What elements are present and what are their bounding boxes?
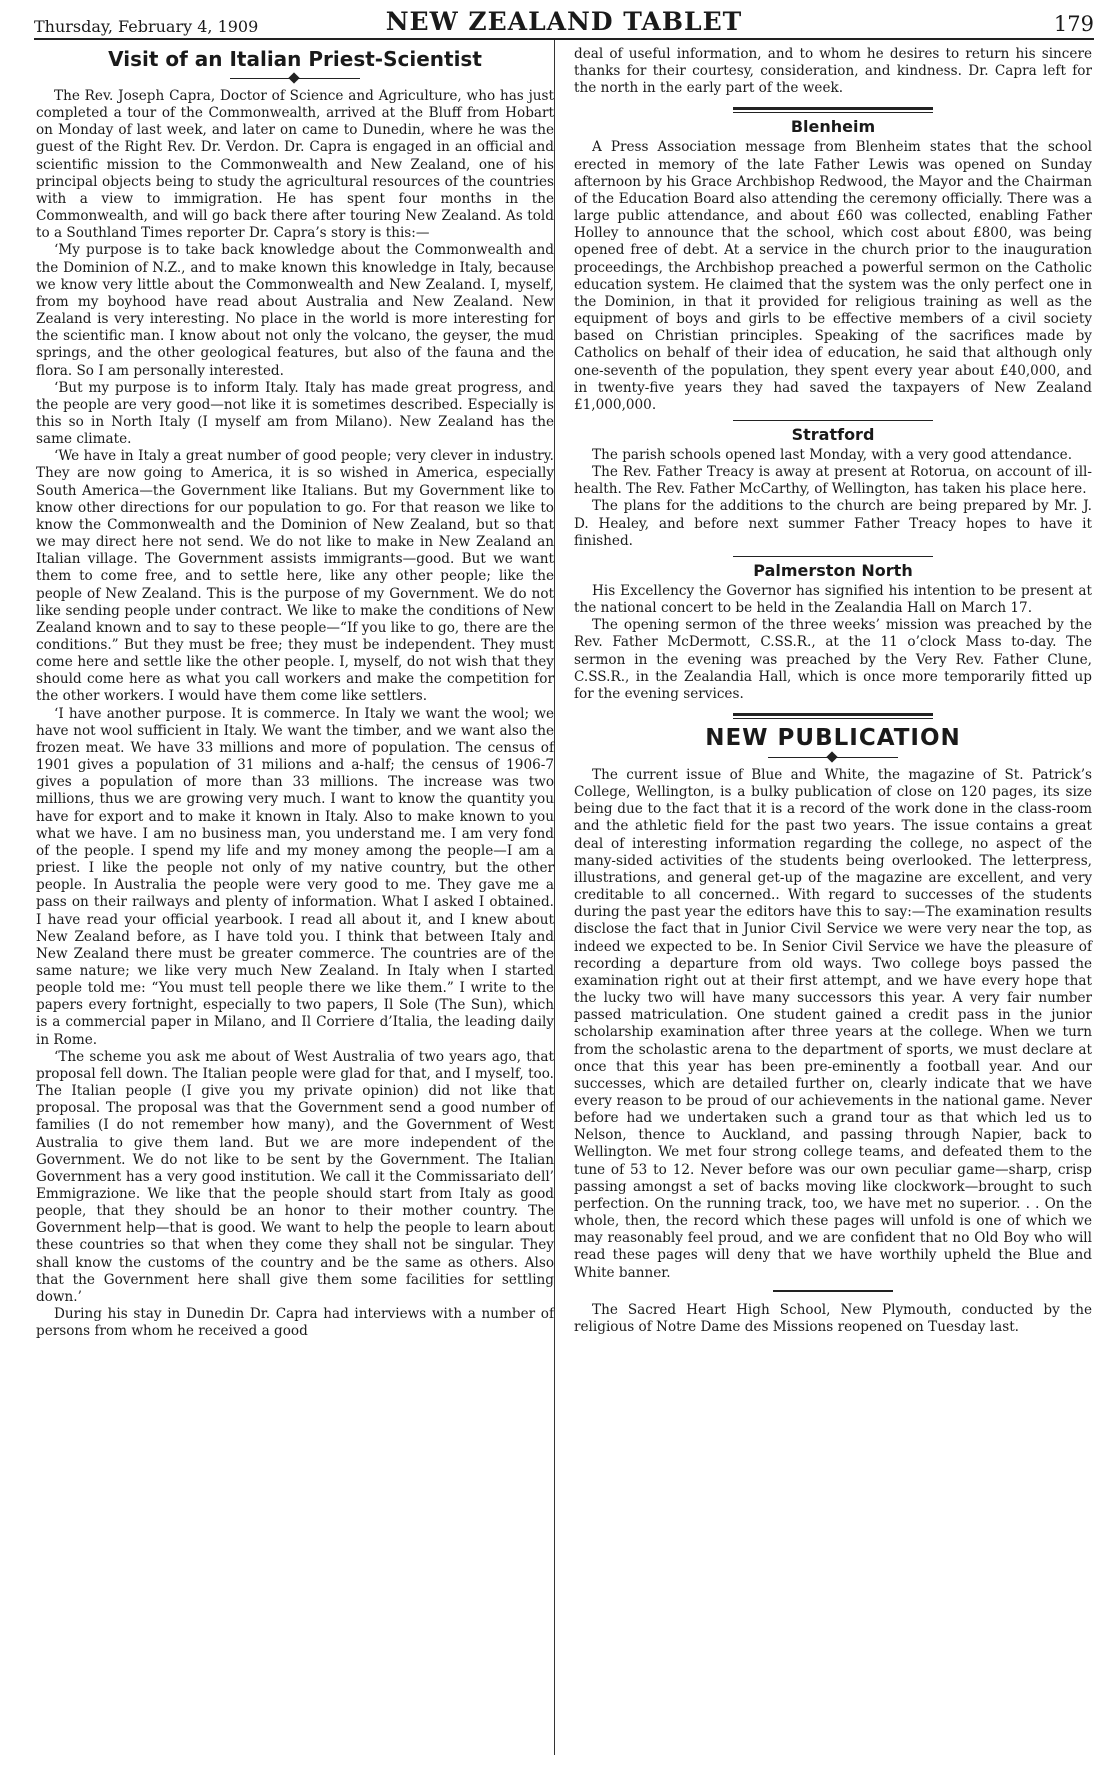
masthead-rule bbox=[34, 38, 1094, 40]
section-rule bbox=[733, 556, 933, 557]
article-paragraph: The plans for the additions to the church are being prepared by Mr. J. D. Healey, and before next summer Father Treacy hopes to have it finished. bbox=[574, 498, 1092, 549]
article-paragraph: The Rev. Joseph Capra, Doctor of Science and Agriculture, who has just completed a tour of the Commonwealth, arrived at the Bluff from Hobart on Monday of last week, and later on came to Dunedin, where he was the guest of the Right Rev. Dr. Verdon. Dr. Capra is engaged in an official and scientific mission to the Commonwealth and New Zealand, one of his principal objects being to study the agricultural resources of the countries with a view to immigration. He has spent four months in the Commonwealth, and will go back there after touring New Zealand. As told to a Southland Times reporter Dr. Capra’s story is this:— bbox=[36, 88, 554, 242]
article-paragraph: ‘But my purpose is to inform Italy. Italy has made great progress, and the people are very good—not like it is sometimes described. Especially is this so in North Italy (I myself am from Milano). New Zealand has the same climate. bbox=[36, 379, 554, 448]
article-paragraph: ‘We have in Italy a great number of good people; very clever in industry. They are now going to America, it is so wished in America, especially South America—the Government like Italians. But my Government like to know other directions for our population to go. For that reason we like to know the Commonwealth and the Dominion of New Zealand, but so that we may direct here not send. We do not like to make in New Zealand an Italian village. The Government assists immigrants—good. But we want them to come free, and to settle here, like any other people; like the people of New Zealand. This is the purpose of my Government. We do not like sending people under contract. We like to make the conditions of New Zealand known and to say to these people—“If you like to go, there are the conditions.” But they must be free; they must be independent. They must come here and settle like the other people. I, myself, do not wish that they should come here as what you call workers and make the competition for the other workers. I would have them come like settlers. bbox=[36, 448, 554, 705]
article-heading-visit: Visit of an Italian Priest-Scientist bbox=[108, 47, 482, 71]
left-column bbox=[36, 46, 554, 1340]
ornament-rule bbox=[768, 753, 898, 763]
article-paragraph: ‘My purpose is to take back knowledge about the Commonwealth and the Dominion of N.Z., and to make known this knowledge in Italy, because we know very little about the Commonwealth and New Zealand. I, myself, from my boyhood have read about Australia and New Zealand. New Zealand is very interesting. No place in the world is more interesting for the scientific man. I know about not only the volcano, the geyser, the mud springs, and the other geological features, but also of the fauna and the flora. So I am personally interested. bbox=[36, 242, 554, 379]
article-paragraph: The Sacred Heart High School, New Plymouth, conducted by the religious of Notre Dame des Missions reopened on Tuesday last. bbox=[574, 1301, 1092, 1335]
section-heading-palmerston-north: Palmerston North bbox=[753, 560, 913, 580]
article-paragraph: The parish schools opened last Monday, with a very good attendance. bbox=[592, 446, 1073, 463]
issue-date: Thursday, February 4, 1909 bbox=[34, 17, 259, 36]
article-paragraph: ‘I have another purpose. It is commerce. In Italy we want the wool; we have not wool sufficient in Italy. We want the timber, and we want also the frozen meat. We have 33 millions and more of population. The census of 1901 gives a population of 31 milions and a-half; the census of 1906-7 gives a population of more than 33 millions. The increase was two millions, thus we are growing very much. I want to know the quantity you have for export and to make it known in Italy. Also to make known to you what we have. I am no business man, you understand me. I am very fond of the people. I spend my life and my money among the people—I am a priest. I like the people not only of my native country, but the other people. In Australia the people were very good to me. They gave me a pass on their railways and plenty of information. What I asked I obtained. I have read your official yearbook. I read all about it, and I knew about New Zealand before, as I have told you. I think that between Italy and New Zealand there must be greater commerce. The countries are of the same nature; we like very much New Zealand. In Italy when I started people told me: “You must tell people there we like them.” I write to the papers every fortnight, especially to two papers, Il Sole (The Sun), which is a commercial paper in Milano, and Il Corriere d’Italia, the leading daily in Rome. bbox=[36, 705, 554, 1048]
ornament-rule bbox=[230, 74, 360, 84]
article-paragraph: ‘The scheme you ask me about of West Australia of two years ago, that proposal fell down. The Italian people were glad for that, and I myself, too. The Italian people (I give you my private opinion) did not like that proposal. The proposal was that the Government send a good number of families (I do not remember how many), and the Government of West Australia to give them land. But we are more independent of the Government. We do not like to be sent by the Government. The Italian Government has a very good institution. We call it the Commissariato dell’ Emmigrazione. We like that the people should start from Italy as good people, that they should be an honor to their mother country. The Government help—that is good. We want to help the people to learn about these countries so that when they come they shall not be singular. They shall know the customs of the country and be the same as others. Also that the Government here shall give them some facilities for settling down.’ bbox=[36, 1048, 554, 1305]
section-rule bbox=[733, 107, 933, 113]
section-rule bbox=[733, 420, 933, 421]
section-heading-new-publication: NEW PUBLICATION bbox=[705, 725, 961, 751]
masthead bbox=[34, 6, 1094, 36]
page-number: 179 bbox=[1053, 12, 1094, 36]
column-divider bbox=[554, 40, 555, 1755]
section-heading-blenheim: Blenheim bbox=[790, 117, 876, 137]
article-paragraph: His Excellency the Governor has signified his intention to be present at the national concert to be held in the Zealandia Hall on March 17. bbox=[574, 582, 1092, 617]
article-paragraph: During his stay in Dunedin Dr. Capra had interviews with a number of persons from whom he received a good bbox=[36, 1306, 554, 1340]
section-heading-stratford: Stratford bbox=[791, 424, 875, 444]
article-paragraph: The current issue of Blue and White, the magazine of St. Patrick’s College, Wellington, is a bulky publication of close on 120 pages, its size being due to the fact that it is a record of the work done in the class-room and the athletic field for the past two years. The issue contains a great deal of interesting information regarding the college, no aspect of the many-sided activities of the students being overlooked. The letterpress, illustrations, and general get-up of the magazine are excellent, and very creditable to all concerned.. With regard to successes of the students during the past year the editors have this to say:—The examination results disclose the fact that in Junior Civil Service we were very near the top, as indeed we expected to be. In Senior Civil Service we have the pleasure of recording a departure from old ways. Two college boys passed the examination right out at their first attempt, and we have every hope that the lucky two will have many successors this year. A very fair number passed matriculation. One student gained a credit pass in the junior scholarship examination after three years at the college. When we turn from the scholastic arena to the department of sports, we must declare at once that this year has been pre-eminently a football year. And our successes, which are detailed further on, clearly indicate that we have every reason to be proud of our achievements in the national game. Never before had we undertaken such a grand tour as that which led us to Nelson, thence to Auckland, and passing through Napier, back to Wellington. We met four strong college teams, and defeated them to the tune of 53 to 12. Never before was our own peculiar game—sharp, crisp passing amongst a set of backs moving like clockwork—brought to such perfection. On the running track, too, we have met no superior. . . On the whole, then, the record which these pages will unfold is one of which we may reasonably feel proud, and we are confident that no Old Boy who will read these pages will deny that we have worthily upheld the Blue and White banner. bbox=[574, 767, 1092, 1281]
article-paragraph: The opening sermon of the three weeks’ mission was preached by the Rev. Father McDermott, C.SS.R., at the 11 o’clock Mass to-day. The sermon in the evening was preached by the Very Rev. Father Clune, C.SS.R., in the Zealandia Hall, which is once more temporarily fitted up for the evening services. bbox=[574, 617, 1092, 702]
section-rule bbox=[733, 713, 933, 719]
right-column bbox=[574, 46, 1092, 1336]
article-paragraph: A Press Association message from Blenheim states that the school erected in memory of the late Father Lewis was opened on Sunday afternoon by his Grace Archbishop Redwood, the Mayor and the Chairman of the Education Board also attending the ceremony officially. There was a large public attendance, and about £60 was collected, enabling Father Holley to announce that the school, which cost about £800, was being opened free of debt. At a service in the church prior to the inauguration proceedings, the Archbishop preached a powerful sermon on the Catholic education system. He claimed that the system was the only perfect one in the Dominion, in that it provided for religious training as well as the equipment of boys and girls to be effective members of a civil society based on Christian principles. Speaking of the sacrifices made by Catholics on behalf of their idea of education, he said that although only one-seventh of the population, they spent every year about £40,000, and in twenty-five years they had saved the taxpayers of New Zealand £1,000,000. bbox=[574, 139, 1092, 413]
newspaper-title: NEW ZEALAND TABLET bbox=[385, 7, 743, 36]
article-paragraph: The Rev. Father Treacy is away at present at Rotorua, on account of ill-health. The Rev. Father McCarthy, of Wellington, has taken his place here. bbox=[574, 464, 1092, 498]
article-continuation: deal of useful information, and to whom he desires to return his sincere thanks for their courtesy, consideration, and kindness. Dr. Capra left for the north in the early part of the week. bbox=[574, 46, 1092, 97]
